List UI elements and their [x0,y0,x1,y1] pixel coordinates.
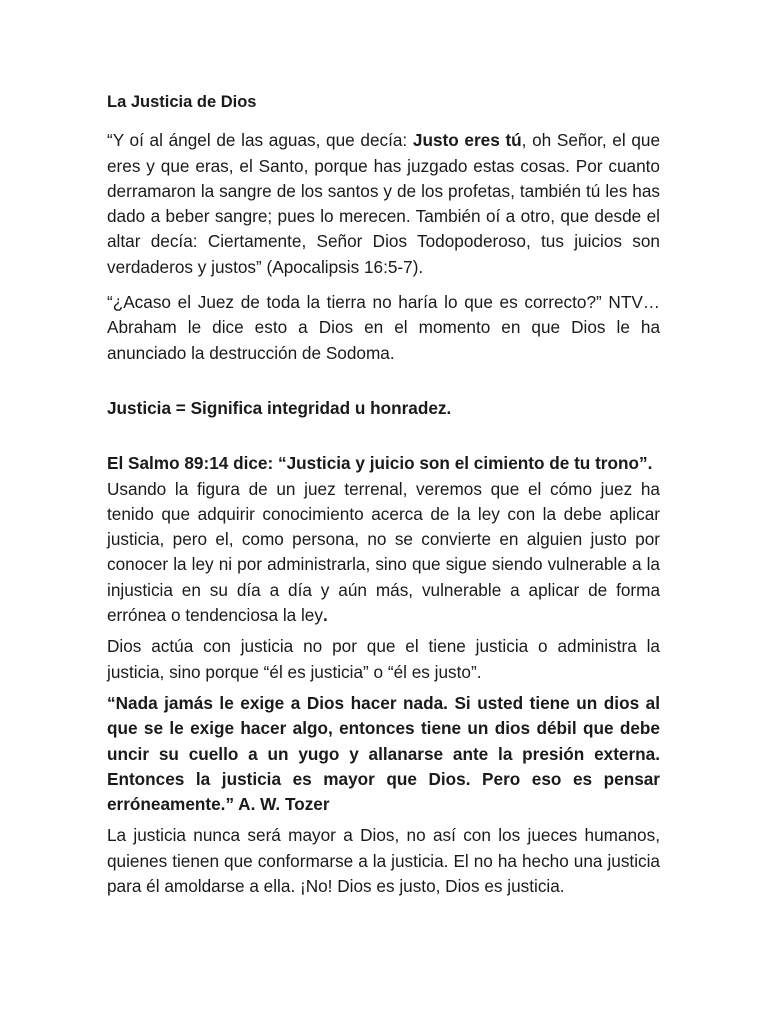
judge-text: Usando la figura de un juez terrenal, veremos que el cómo juez ha tenido que adquirir conocimiento acerca de la ley con la debe aplicar justicia, pero el, como persona, no se convierte en alguien justo por conocer la ley ni por administrarla, sino que sigue siendo vulnerable a la injusticia en su día a día y aún más, vulnerable a aplicar de forma errónea o tendenciosa la ley [107,478,660,626]
tozer-quote: “Nada jamás le exige a Dios hacer nada. Si usted tiene un dios al que se le exige hacer algo, entonces tiene un dios débil que debe uncir su cuello a un yugo y allanarse ante la presión externa. Entonces la justicia es mayor que Dios. Pero eso es pensar erróneamente.” A. W. Tozer [107,692,660,815]
paragraph-revelation-quote [107,128,660,280]
paragraph-abraham: “¿Acaso el Juez de toda la tierra no haría lo que es correcto?” NTV… Abraham le dice esto a Dios en el momento en que Dios le ha anunciado la destrucción de Sodoma. [107,292,660,363]
document-title: La Justicia de Dios [107,93,257,111]
revelation-quote-rest: , oh Señor, el que eres y que eras, el Santo, porque has juzgado estas cosas. Por cuanto derramaron la sangre de los santos y de los profetas, también tú les has dado a beber sangre; pues lo merecen. También oí a otro, que desde el altar decía: Ciertamente, Señor Dios Todopoderoso, tus juicios son verdaderos y justos” (Apocalipsis 16:5-7). [107,130,660,277]
paragraph-judge [107,477,660,629]
paragraph-god-acts: Dios actúa con justicia no por que el tiene justicia o administra la justicia, sino porque “él es justicia” o “él es justo”. [107,636,660,682]
definition-line: Justicia = Significa integridad u honradez. [107,397,452,418]
paragraph-conclusion: La justicia nunca será mayor a Dios, no así con los jueces humanos, quienes tienen que conformarse a la justicia. El no ha hecho una justicia para él amoldarse a ella. ¡No! Dios es justo, Dios es justicia. [107,825,660,897]
revelation-quote-start: “Y oí al ángel de las aguas, que decía: [107,130,413,151]
psalm-heading: El Salmo 89:14 dice: “Justicia y juicio son el cimiento de tu trono”. [107,453,653,474]
revelation-quote-bold: Justo eres tú [412,130,522,151]
judge-end-mark: . [322,605,328,626]
document-page [107,90,660,899]
